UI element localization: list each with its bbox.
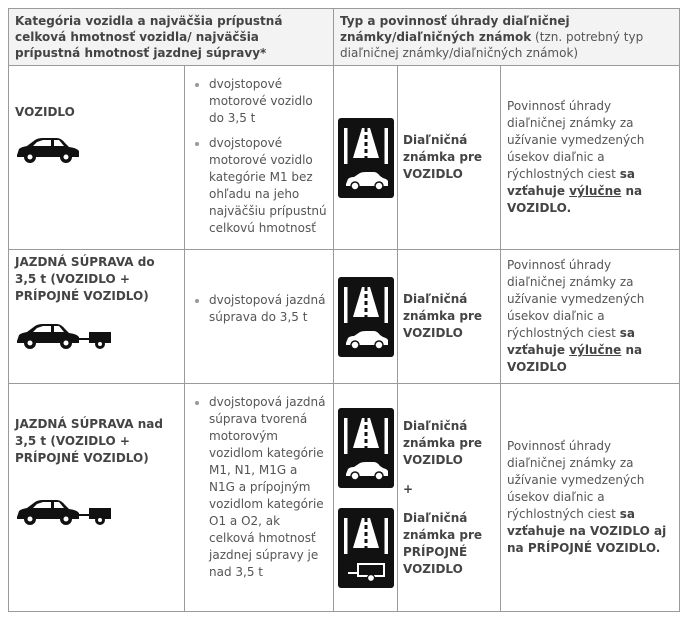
- vignette-type: Diaľničná známka pre VOZIDLO: [403, 418, 483, 467]
- description-cell: [185, 250, 334, 384]
- list-item: • dvojstopová jazdná súprava do 3,5 t: [209, 292, 327, 326]
- table-row: [9, 66, 680, 250]
- highway-car-sign-icon: [338, 118, 394, 198]
- category-cell: JAZDNÁ SÚPRAVA nad 3,5 t (VOZIDLO + PRÍPOJNÉ VOZIDLO): [9, 384, 185, 612]
- list-item: • dvojstopové motorové vozidlo kategórie M1 bez ohľadu na jeho najväčšiu prípustnú celkovú hmotnosť: [209, 135, 327, 237]
- car-with-trailer-icon: [15, 321, 113, 351]
- sign-cell: [334, 66, 398, 250]
- highway-car-sign-icon: [338, 408, 394, 488]
- obligation-text: Povinnosť úhrady diaľničnej známky za užívanie vymedzených úsekov diaľnic a rýchlostných ciest sa vzťahuje výlučne na VOZIDLO: [501, 250, 680, 384]
- description-list: [191, 76, 327, 237]
- category-cell: JAZDNÁ SÚPRAVA do 3,5 t (VOZIDLO + PRÍPOJNÉ VOZIDLO): [9, 250, 185, 384]
- header-category: Kategória vozidla a najväčšia prípustná celková hmotnosť vozidla/ najväčšia prípustná hmotnosť jazdnej súpravy*: [9, 9, 334, 66]
- car-with-trailer-icon: [15, 497, 113, 527]
- description-cell: [185, 66, 334, 250]
- highway-car-sign-icon: [338, 277, 394, 357]
- highway-trailer-sign-icon: [338, 508, 394, 588]
- header-row: [9, 9, 680, 66]
- vignette-type: Diaľničná známka pre VOZIDLO: [398, 250, 501, 384]
- obligation-text: Povinnosť úhrady diaľničnej známky za užívanie vymedzených úsekov diaľnic a rýchlostných ciest sa vzťahuje na VOZIDLO aj na PRÍPOJNÉ VOZIDLO.: [501, 384, 680, 612]
- list-item: • dvojstopové motorové vozidlo do 3,5 t: [209, 76, 327, 127]
- description-cell: [185, 384, 334, 612]
- car-icon: [15, 135, 81, 165]
- category-cell: VOZIDLO: [9, 66, 185, 250]
- sign-cell: [334, 384, 398, 612]
- vignette-type: Diaľničná známka pre VOZIDLO: [398, 66, 501, 250]
- vignette-type: Diaľničná známka pre PRÍPOJNÉ VOZIDLO: [403, 510, 483, 576]
- list-item: • dvojstopová jazdná súprava tvorená motorovým vozidlom kategórie M1, N1, M1G a N1G a prípojným vozidlom kategórie O1 a O2, ak celková hmotnosť jazdnej súpravy je nad 3,5 t: [209, 394, 327, 581]
- description-list: [191, 394, 327, 581]
- vignette-types: [398, 384, 501, 612]
- header-type: Typ a povinnosť úhrady diaľničnej známky/diaľničných známok (tzn. potrebný typ diaľničnej známky/diaľničných známok): [334, 9, 680, 66]
- obligation-text: Povinnosť úhrady diaľničnej známky za užívanie vymedzených úsekov diaľnic a rýchlostných ciest sa vzťahuje výlučne na VOZIDLO.: [501, 66, 680, 250]
- plus-sign: +: [403, 481, 414, 496]
- sign-cell: [334, 250, 398, 384]
- table-row: [9, 250, 680, 384]
- description-list: [191, 292, 327, 326]
- table-row: [9, 384, 680, 612]
- vignette-table: [8, 8, 680, 612]
